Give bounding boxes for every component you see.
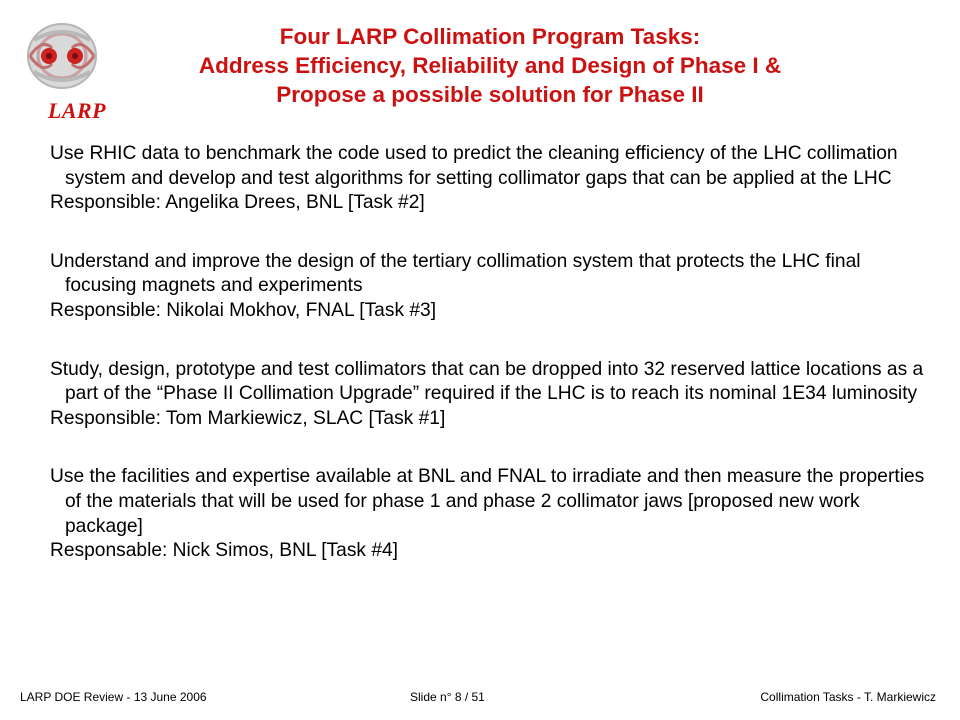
title-line-1: Four LARP Collimation Program Tasks: [279,24,701,49]
task-responsible: Responsible: Angelika Drees, BNL [Task #2] [50,192,425,214]
logo-text: LARP [47,98,107,123]
magnet-cross-section-icon [22,20,118,100]
task-responsible: Responsible: Tom Markiewicz, SLAC [Task #1] [50,407,446,429]
title-line-2: Address Efficiency, Reliability and Design of Phase I & [198,53,782,78]
title-line-3: Propose a possible solution for Phase II [276,82,704,107]
slide-title [110,22,870,109]
task-description: Understand and improve the design of the tertiary collimation system that protects the LHC final focusing magnets and experiments [50,250,861,297]
footer-event: LARP DOE Review - 13 June 2006 [20,690,207,704]
task-description: Use RHIC data to benchmark the code used to predict the cleaning efficiency of the LHC collimation system and develop and test algorithms for setting collimator gaps that can be applied at the LHC [50,143,898,189]
task-list [50,142,930,564]
slide-footer [0,690,960,710]
footer-slide-number: Slide n° 8 / 51 [410,690,485,704]
task-description: Use the facilities and expertise available at BNL and FNAL to irradiate and then measure the properties of the materials that will be used for phase 1 and phase 2 collimator jaws [proposed new work package] [50,466,925,537]
task-description: Study, design, prototype and test collimators that can be dropped into 32 reserved lattice locations as a part of the “Phase II Collimation Upgrade” required if the LHC is to reach its nominal 1E34 luminosity [50,358,924,405]
task-responsible: Responsable: Nick Simos, BNL [Task #4] [50,540,399,562]
footer-topic-author: Collimation Tasks - T. Markiewicz [760,690,936,704]
task-responsible: Responsible: Nikolai Mokhov, FNAL [Task #3] [50,299,437,321]
larp-logo [22,20,118,128]
